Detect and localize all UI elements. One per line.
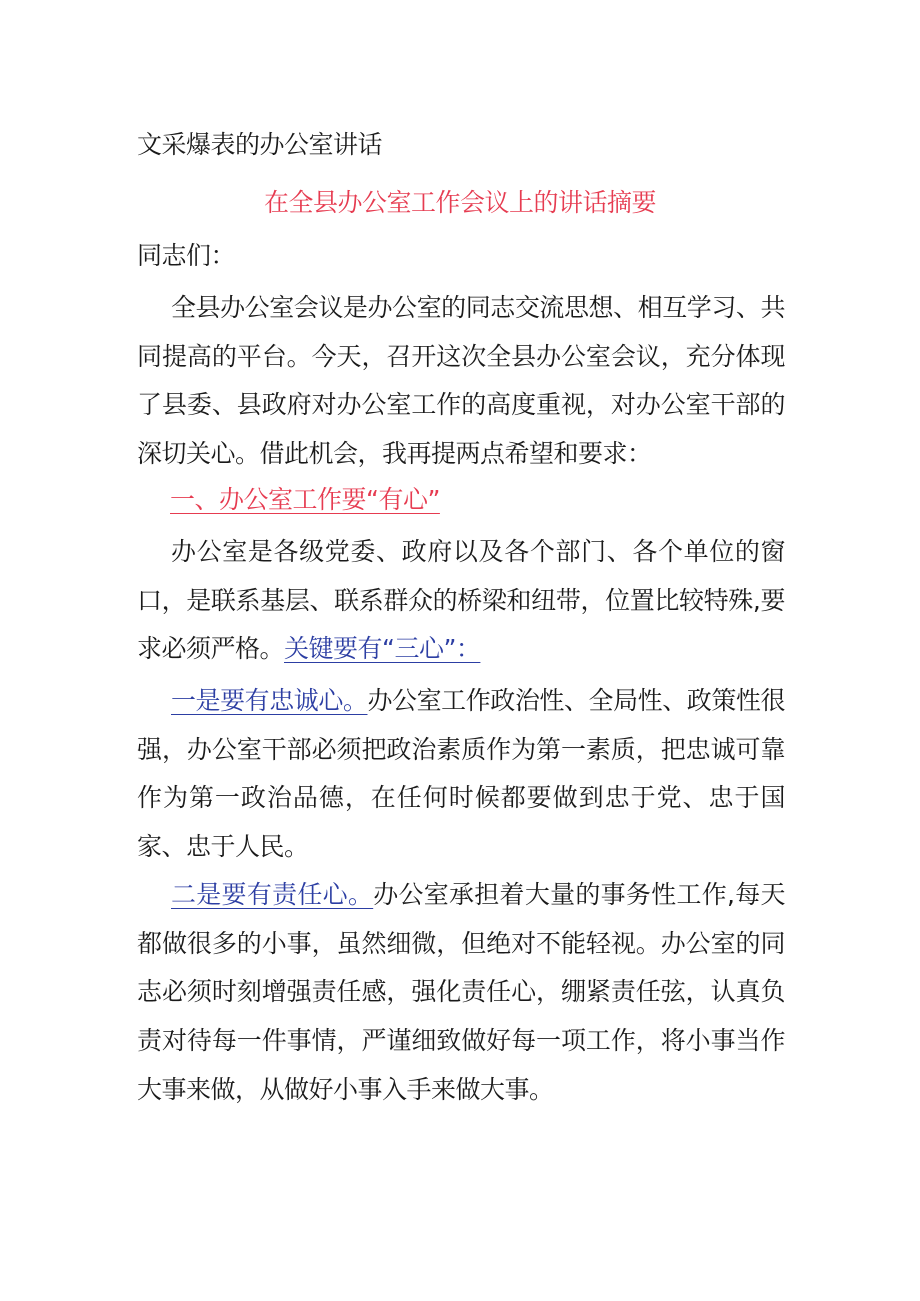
loyalty-link[interactable]: 一是要有忠诚心。 (171, 686, 368, 715)
salutation: 同志们： (137, 241, 236, 270)
three-hearts-link[interactable]: 关键要有“三心”： (284, 634, 481, 664)
loyalty-paragraph (137, 677, 785, 872)
loyalty-text: 办公室工作政治性、全局性、政策性很强，办公室干部必须把政治素质作为第一素质，把忠诚可靠作为第一政治品德，在任何时候都要做到忠于党、忠于国家、忠于人民。 (137, 686, 785, 862)
responsibility-text: 办公室承担着大量的事务性工作,每天都做很多的小事，虽然细微，但绝对不能轻视。办公室的同志必须时刻增强责任感，强化责任心，绷紧责任弦，认真负责对待每一件事情，严谨细致做好每一项工作，将小事当作大事来做，从做好小事入手来做大事。 (137, 880, 785, 1104)
intro-paragraph: 全县办公室会议是办公室的同志交流思想、相互学习、共同提高的平台。今天，召开这次全县办公室会议，充分体现了县委、县政府对办公室工作的高度重视，对办公室干部的深切关心。借此机会，我再提两点希望和要求： (137, 293, 785, 469)
speech-title: 在全县办公室工作会议上的讲话摘要 (263, 188, 656, 217)
office-paragraph-text: 办公室是各级党委、政府以及各个部门、各个单位的窗口，是联系基层、联系群众的桥梁和纽带，位置比较特殊,要求必须严格。 (137, 537, 785, 664)
document-title: 文采爆表的办公室讲话 (137, 130, 383, 159)
responsibility-paragraph (137, 871, 785, 1115)
responsibility-link[interactable]: 二是要有责任心。 (171, 880, 374, 909)
section-one-heading: 一、办公室工作要“有心” (170, 485, 440, 514)
office-paragraph (137, 528, 785, 674)
